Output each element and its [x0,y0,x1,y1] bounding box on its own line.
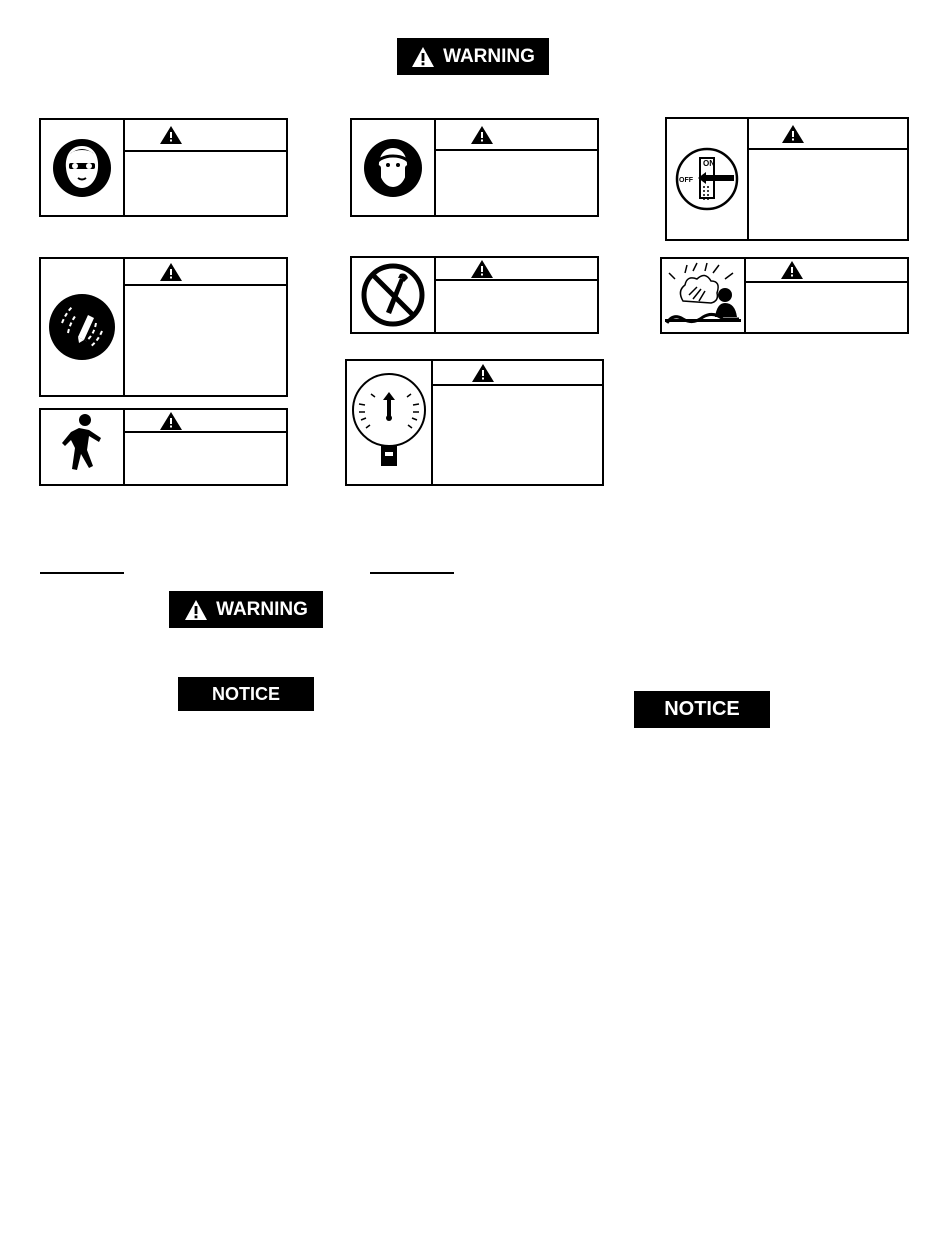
notice-badge-left [178,677,314,711]
warning-triangle-icon [781,261,803,279]
section-rule-middle [370,572,454,574]
no-tampering-icon [360,262,426,328]
pressure-gauge-icon [349,368,429,478]
warning-triangle-icon [411,46,435,68]
electric-shock-person-icon [57,412,107,482]
warning-triangle-icon [160,126,182,144]
warning-triangle-icon [782,125,804,143]
safety-label-electric-shock [39,408,288,486]
power-switch-off-icon [674,146,740,212]
notice-badge-right [634,691,770,728]
column-warning-badge [169,591,323,628]
hot-surface-icon [48,293,116,361]
warning-triangle-icon [184,599,208,621]
safety-label-pressure-gauge [345,359,604,486]
svg-text:OFF: OFF [679,177,693,184]
header-warning-text: WARNING [443,45,535,67]
column-warning-text: WARNING [216,598,308,620]
safety-label-explosion-hazard [660,257,909,334]
warning-triangle-icon [160,263,182,281]
safety-glasses-icon [52,138,112,198]
safety-label-eye-protection [39,118,288,217]
safety-label-disconnect-power [665,117,909,241]
notice-text: NOTICE [664,698,740,720]
safety-label-hot-surface [39,257,288,397]
ear-protection-icon [363,138,423,198]
safety-label-ear-protection [350,118,599,217]
safety-label-no-tampering [350,256,599,334]
svg-text:ON: ON [703,159,715,168]
notice-text: NOTICE [211,683,280,704]
header-warning-badge [397,38,549,75]
warning-triangle-icon [471,260,493,278]
section-rule-left [40,572,124,574]
explosion-hazard-icon [663,261,743,331]
warning-triangle-icon [472,364,494,382]
warning-triangle-icon [471,126,493,144]
warning-triangle-icon [160,412,182,430]
